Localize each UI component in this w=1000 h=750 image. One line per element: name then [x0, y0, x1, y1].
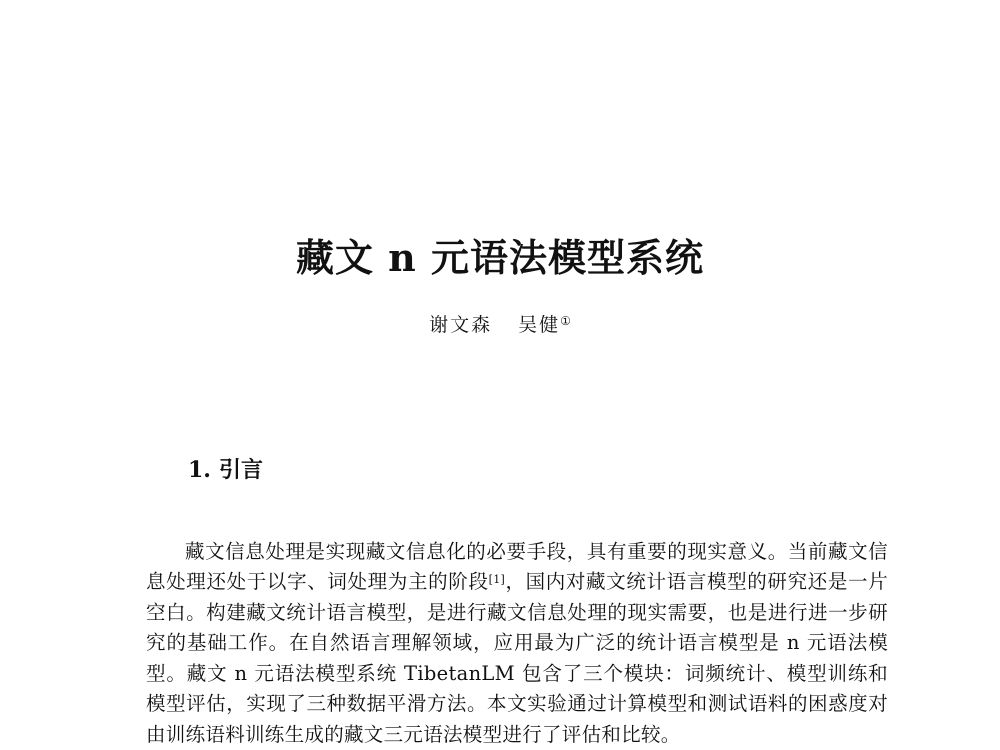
paragraph-text: 藏文信息处理是实现藏文信息化的必要手段，具有重要的现实意义。当前藏文信息处理还处于以字、词处理为主的阶段: [146, 540, 888, 594]
author-name: 吴健: [518, 314, 560, 336]
section-number: 1.: [188, 457, 211, 483]
citation-marker: [1]: [489, 573, 505, 586]
paragraph-text: ，国内对藏文统计语言模型的研究还是一片空白。构建藏文统计语言模型，是进行藏文信息处理的现实需要，也是进行进一步研究的基础工作。在自然语言理解领域，应用最为广泛的统计语言模型是 n 元语法模型。藏文 n 元语法模型系统 TibetanLM 包含了三个模块：词频统计、模型训练和模型评估，实现了三种数据平滑方法。本文实验通过计算模型和测试语料的困惑度对由训练语料训练生成的藏文三元语法模型进行了评估和比较。: [146, 570, 888, 746]
paper-title: 藏文 n 元语法模型系统: [0, 232, 1000, 284]
author-line: [0, 312, 1000, 338]
footnote-marker: ①: [560, 314, 571, 328]
section-heading: [188, 455, 263, 486]
author-name: 谢文森: [429, 314, 492, 336]
section-title: 引言: [219, 458, 263, 483]
intro-paragraph: [146, 537, 888, 750]
